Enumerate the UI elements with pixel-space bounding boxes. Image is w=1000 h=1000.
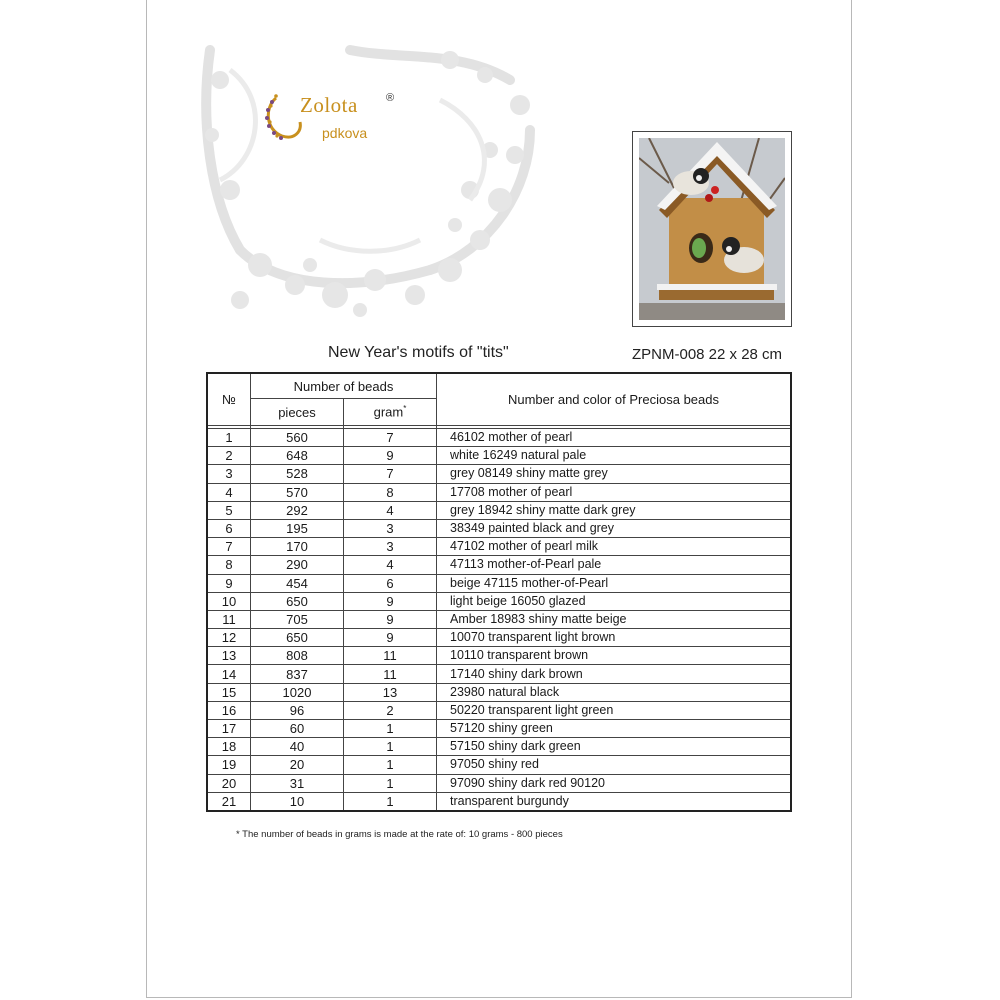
table-row [207, 574, 791, 592]
row-number: 21 [207, 792, 251, 811]
gram-label: gram [373, 404, 404, 420]
row-pieces: 40 [251, 738, 344, 756]
row-pieces: 648 [251, 447, 344, 465]
row-color: 57150 shiny dark green [437, 738, 792, 756]
row-number: 4 [207, 483, 251, 501]
row-pieces: 96 [251, 701, 344, 719]
floral-ornament-image [200, 40, 550, 325]
row-pieces: 292 [251, 501, 344, 519]
row-gram: 4 [344, 556, 437, 574]
row-number: 13 [207, 647, 251, 665]
row-color: beige 47115 mother-of-Pearl [437, 574, 792, 592]
table-row [207, 483, 791, 501]
row-pieces: 560 [251, 429, 344, 447]
row-gram: 1 [344, 774, 437, 792]
row-gram: 9 [344, 447, 437, 465]
row-number: 1 [207, 429, 251, 447]
row-color: 47113 mother-of-Pearl pale [437, 556, 792, 574]
column-header-number: № [207, 373, 251, 426]
row-gram: 9 [344, 610, 437, 628]
row-number: 19 [207, 756, 251, 774]
beads-table [206, 372, 792, 812]
table-row [207, 756, 791, 774]
row-gram: 7 [344, 429, 437, 447]
table-row [207, 701, 791, 719]
table-row [207, 720, 791, 738]
row-gram: 1 [344, 720, 437, 738]
row-pieces: 290 [251, 556, 344, 574]
row-color: 97090 shiny dark red 90120 [437, 774, 792, 792]
row-pieces: 705 [251, 610, 344, 628]
row-gram: 4 [344, 501, 437, 519]
table-row [207, 610, 791, 628]
row-pieces: 195 [251, 519, 344, 537]
row-gram: 9 [344, 592, 437, 610]
row-pieces: 454 [251, 574, 344, 592]
row-pieces: 650 [251, 629, 344, 647]
gram-footnote-mark: * [403, 404, 407, 414]
row-number: 15 [207, 683, 251, 701]
row-number: 3 [207, 465, 251, 483]
table-row [207, 538, 791, 556]
row-color: 17140 shiny dark brown [437, 665, 792, 683]
row-gram: 2 [344, 701, 437, 719]
row-color: 47102 mother of pearl milk [437, 538, 792, 556]
table-row [207, 629, 791, 647]
row-color: 50220 transparent light green [437, 701, 792, 719]
row-number: 10 [207, 592, 251, 610]
row-pieces: 170 [251, 538, 344, 556]
row-gram: 11 [344, 647, 437, 665]
birdhouse-picture-image [639, 138, 785, 320]
row-gram: 1 [344, 792, 437, 811]
row-pieces: 20 [251, 756, 344, 774]
row-pieces: 528 [251, 465, 344, 483]
brand-name: Zolota [300, 93, 358, 117]
table-row [207, 683, 791, 701]
column-header-bead-color: Number and color of Preciosa beads [437, 373, 792, 426]
row-color: grey 08149 shiny matte grey [437, 465, 792, 483]
row-gram: 13 [344, 683, 437, 701]
row-number: 17 [207, 720, 251, 738]
pattern-preview-frame [632, 131, 792, 327]
table-row [207, 556, 791, 574]
table-row [207, 792, 791, 811]
row-gram: 7 [344, 465, 437, 483]
row-number: 8 [207, 556, 251, 574]
row-color: transparent burgundy [437, 792, 792, 811]
table-row [207, 429, 791, 447]
row-number: 20 [207, 774, 251, 792]
row-number: 2 [207, 447, 251, 465]
row-color: 17708 mother of pearl [437, 483, 792, 501]
row-number: 6 [207, 519, 251, 537]
row-pieces: 1020 [251, 683, 344, 701]
row-color: Amber 18983 shiny matte beige [437, 610, 792, 628]
brand-subname: pdkova [322, 125, 368, 141]
row-number: 12 [207, 629, 251, 647]
row-color: 38349 painted black and grey [437, 519, 792, 537]
column-header-gram [344, 399, 437, 426]
row-color: grey 18942 shiny matte dark grey [437, 501, 792, 519]
table-row [207, 665, 791, 683]
row-gram: 8 [344, 483, 437, 501]
row-pieces: 808 [251, 647, 344, 665]
table-row [207, 447, 791, 465]
row-number: 16 [207, 701, 251, 719]
row-color: 10110 transparent brown [437, 647, 792, 665]
table-row [207, 647, 791, 665]
row-pieces: 10 [251, 792, 344, 811]
row-gram: 9 [344, 629, 437, 647]
row-pieces: 60 [251, 720, 344, 738]
table-row [207, 519, 791, 537]
table-row [207, 774, 791, 792]
pattern-title: New Year's motifs of "tits" [328, 344, 509, 361]
row-number: 11 [207, 610, 251, 628]
row-pieces: 31 [251, 774, 344, 792]
row-pieces: 837 [251, 665, 344, 683]
footnote: * The number of beads in grams is made at the rate of: 10 grams - 800 pieces [236, 829, 563, 840]
beads-table-body [207, 429, 791, 811]
column-header-number-of-beads: Number of beads [251, 373, 437, 399]
row-number: 9 [207, 574, 251, 592]
row-gram: 1 [344, 738, 437, 756]
row-gram: 1 [344, 756, 437, 774]
table-row [207, 738, 791, 756]
row-number: 18 [207, 738, 251, 756]
row-color: light beige 16050 glazed [437, 592, 792, 610]
row-pieces: 650 [251, 592, 344, 610]
row-color: 57120 shiny green [437, 720, 792, 738]
row-gram: 6 [344, 574, 437, 592]
row-pieces: 570 [251, 483, 344, 501]
row-gram: 3 [344, 519, 437, 537]
table-row [207, 501, 791, 519]
row-number: 14 [207, 665, 251, 683]
row-number: 5 [207, 501, 251, 519]
row-color: 23980 natural black [437, 683, 792, 701]
row-number: 7 [207, 538, 251, 556]
row-color: 46102 mother of pearl [437, 429, 792, 447]
row-gram: 3 [344, 538, 437, 556]
table-row [207, 592, 791, 610]
row-gram: 11 [344, 665, 437, 683]
row-color: 10070 transparent light brown [437, 629, 792, 647]
column-header-pieces: pieces [251, 399, 344, 426]
registered-mark: ® [386, 92, 395, 104]
table-row [207, 465, 791, 483]
row-color: white 16249 natural pale [437, 447, 792, 465]
row-color: 97050 shiny red [437, 756, 792, 774]
pattern-code: ZPNM-008 22 x 28 cm [632, 346, 783, 363]
